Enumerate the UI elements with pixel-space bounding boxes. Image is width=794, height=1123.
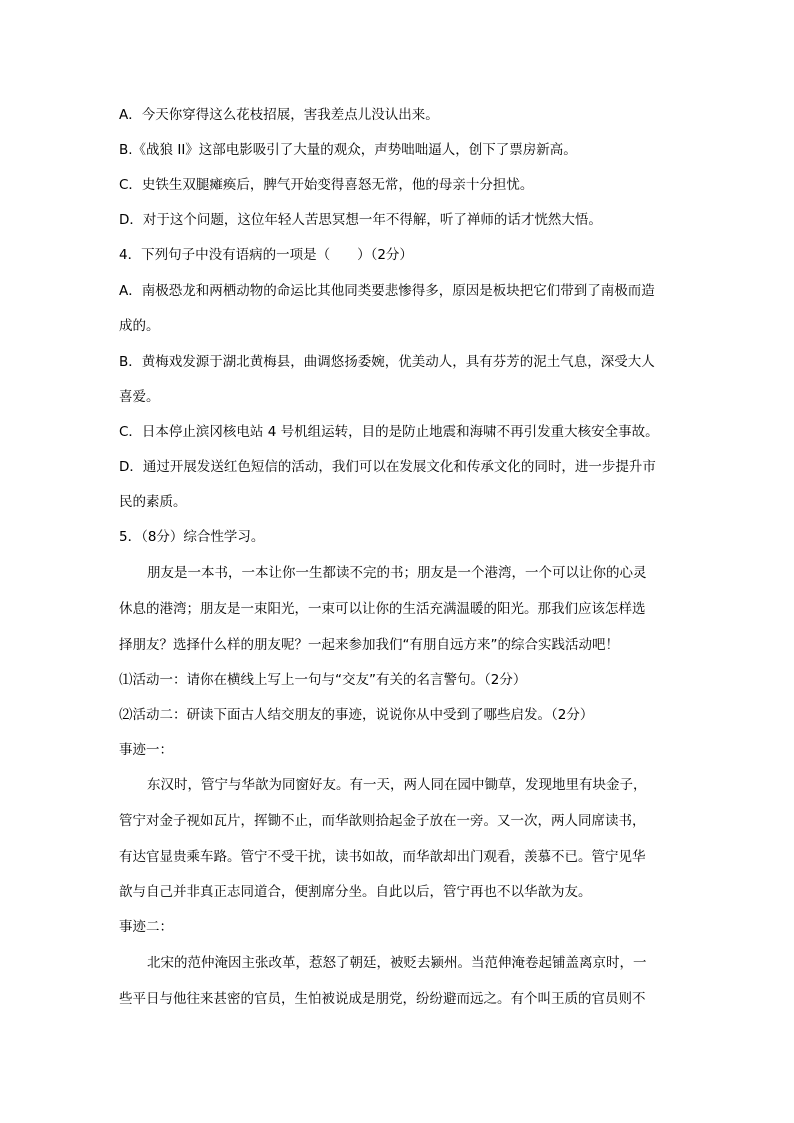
activity-2: ⑵活动二：研读下面古人结交朋友的事迹，说说你从中受到了哪些启发。（2分） [119, 707, 594, 723]
option-3c: C．史铁生双腿瘫痪后，脾气开始变得喜怒无常，他的母亲十分担忧。 [119, 177, 534, 193]
option-4b-line1: B．黄梅戏发源于湖北黄梅县，曲调悠扬委婉，优美动人，具有芬芳的泥土气息，深受大人 [119, 354, 655, 370]
intro-paragraph-line3: 择朋友？选择什么样的朋友呢？一起来参加我们“有朋自远方来”的综合实践活动吧！ [119, 637, 619, 653]
option-4c: C．日本停止滨冈核电站 4 号机组运转，目的是防止地震和海啸不再引发重大核安全事故。 [119, 424, 659, 440]
option-4d-line1: D．通过开展发送红色短信的活动，我们可以在发展文化和传承文化的同时，进一步提升市 [119, 459, 656, 475]
option-3d: D．对于这个问题，这位年轻人苦思冥想一年不得解，听了禅师的话才恍然大悟。 [119, 212, 602, 228]
story-1-line3: 有达官显贵乘车路。管宁不受干扰，读书如故，而华歆却出门观看，羡慕不已。管宁见华 [119, 849, 646, 865]
story-1-line2: 管宁对金子视如瓦片，挥锄不止，而华歆则拾起金子放在一旁。又一次，两人同席读书， [119, 813, 646, 829]
story-2-heading: 事迹二： [119, 919, 173, 935]
intro-paragraph-line1: 朋友是一本书，一本让你一生都读不完的书；朋友是一个港湾，一个可以让你的心灵 [147, 565, 647, 581]
story-2-line2: 些平日与他往来甚密的官员，生怕被说成是朋党，纷纷避而远之。有个叫王质的官员则不 [119, 991, 646, 1007]
story-1-line4: 歆与自己并非真正志同道合，便割席分坐。自此以后，管宁再也不以华歆为友。 [119, 884, 592, 900]
intro-paragraph-line2: 休息的港湾；朋友是一束阳光，一束可以让你的生活充满温暖的阳光。那我们应该怎样选 [119, 601, 646, 617]
option-4d-line2: 民的素质。 [119, 494, 187, 510]
option-4b-line2: 喜爱。 [119, 389, 160, 405]
option-3a: A．今天你穿得这么花枝招展，害我差点儿没认出来。 [119, 107, 439, 123]
question-4-stem: 4．下列句子中没有语病的一项是（ ）（2分） [119, 247, 413, 263]
story-2-line1: 北宋的范仲淹因主张改革，惹怒了朝廷，被贬去颍州。当范伸淹卷起铺盖离京时，一 [147, 955, 647, 971]
option-4a-line1: A．南极恐龙和两栖动物的命运比其他同类要悲惨得多，原因是板块把它们带到了南极而造 [119, 283, 655, 299]
question-5-stem: 5．（8分）综合性学习。 [119, 529, 265, 545]
story-1-line1: 东汉时，管宁与华歆为同窗好友。有一天，两人同在园中锄草，发现地里有块金子， [147, 777, 647, 793]
option-4a-line2: 成的。 [119, 318, 160, 334]
story-1-heading: 事迹一： [119, 742, 173, 758]
activity-1: ⑴活动一：请你在横线上写上一句与“交友”有关的名言警句。（2分） [119, 672, 527, 688]
option-3b: B.《战狼 II》这部电影吸引了大量的观众，声势咄咄逼人，创下了票房新高。 [119, 142, 577, 158]
